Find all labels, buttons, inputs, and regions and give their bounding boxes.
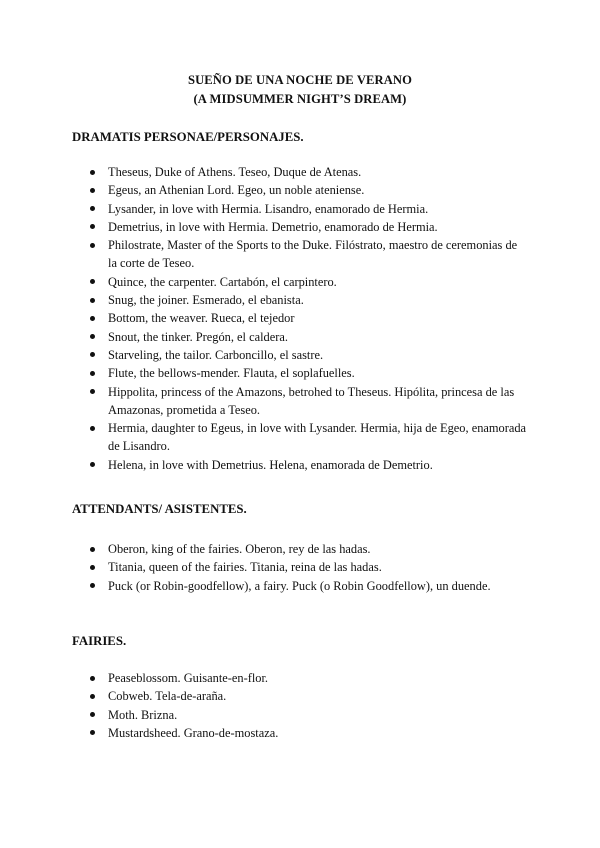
list-item: Bottom, the weaver. Rueca, el tejedor <box>0 309 600 327</box>
dramatis-personae-list <box>0 163 600 474</box>
list-item: Starveling, the tailor. Carboncillo, el sastre. <box>0 346 600 364</box>
list-item: Helena, in love with Demetrius. Helena, enamorada de Demetrio. <box>0 456 600 474</box>
list-item: Hippolita, princess of the Amazons, betrohed to Theseus. Hipólita, princesa de las Amazonas, prometida a Teseo. <box>0 383 600 420</box>
document-subtitle: (A MIDSUMMER NIGHT’S DREAM) <box>193 92 407 106</box>
section-heading-fairies: FAIRIES. <box>72 634 127 648</box>
document-title: SUEÑO DE UNA NOCHE DE VERANO <box>187 73 413 87</box>
list-item: Hermia, daughter to Egeus, in love with Lysander. Hermia, hija de Egeo, enamorada de Lisandro. <box>0 419 600 456</box>
list-item: Moth. Brizna. <box>0 706 600 724</box>
attendants-list <box>0 540 600 595</box>
list-item: Quince, the carpenter. Cartabón, el carpintero. <box>0 273 600 291</box>
list-item: Egeus, an Athenian Lord. Egeo, un noble ateniense. <box>0 181 600 199</box>
list-item: Puck (or Robin-goodfellow), a fairy. Puck (o Robin Goodfellow), un duende. <box>0 577 600 595</box>
list-item: Mustardsheed. Grano-de-mostaza. <box>0 724 600 742</box>
section-heading-dramatis-personae: DRAMATIS PERSONAE/PERSONAJES. <box>72 130 304 144</box>
list-item: Lysander, in love with Hermia. Lisandro, enamorado de Hermia. <box>0 200 600 218</box>
fairies-list <box>0 669 600 742</box>
list-item: Cobweb. Tela-de-araña. <box>0 687 600 705</box>
list-item: Philostrate, Master of the Sports to the Duke. Filóstrato, maestro de ceremonias de la corte de Teseo. <box>0 236 600 273</box>
section-heading-attendants: ATTENDANTS/ ASISTENTES. <box>72 502 247 516</box>
list-item: Snout, the tinker. Pregón, el caldera. <box>0 328 600 346</box>
list-item: Theseus, Duke of Athens. Teseo, Duque de Atenas. <box>0 163 600 181</box>
list-item: Flute, the bellows-mender. Flauta, el soplafuelles. <box>0 364 600 382</box>
list-item: Oberon, king of the fairies. Oberon, rey de las hadas. <box>0 540 600 558</box>
list-item: Titania, queen of the fairies. Titania, reina de las hadas. <box>0 558 600 576</box>
list-item: Demetrius, in love with Hermia. Demetrio, enamorado de Hermia. <box>0 218 600 236</box>
list-item: Snug, the joiner. Esmerado, el ebanista. <box>0 291 600 309</box>
list-item: Peaseblossom. Guisante-en-flor. <box>0 669 600 687</box>
